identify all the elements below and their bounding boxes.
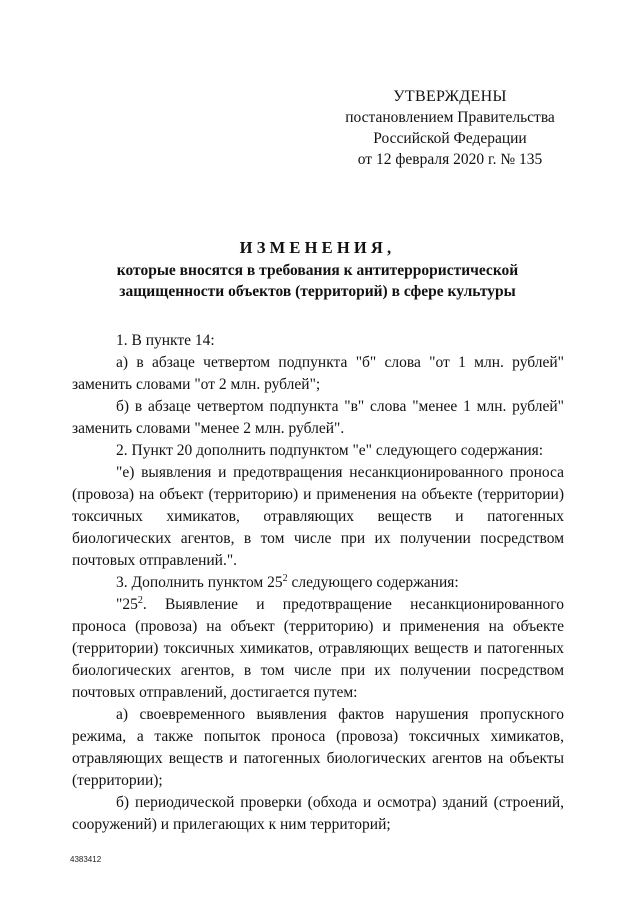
paragraph-item-2e: "е) выявления и предотвращения несанкционированного проноса (провоза) на объект (территорию) и применения на объекте (территории) токсичных химикатов, отравляющих веществ и патогенных биологических агентов, в том числе при их получении посредством почтовых отправлений.". [72, 464, 564, 569]
superscript: 2 [282, 572, 288, 584]
approval-stamp [330, 86, 570, 170]
paragraph-item-25-2 [72, 594, 564, 704]
document-code: 4383412 [70, 855, 102, 864]
document-title [60, 236, 575, 302]
approval-line-decree: постановлением Правительства [345, 109, 555, 126]
approval-line-date-number: от 12 февраля 2020 г. № 135 [357, 151, 543, 168]
paragraph-item-3-text-end: следующего содержания: [287, 574, 459, 591]
title-subtitle-line-2: защищенности объектов (территорий) в сфере культуры [119, 283, 516, 300]
approval-line-federation: Российской Федерации [373, 130, 527, 147]
approval-heading: УТВЕРЖДЕНЫ [393, 88, 507, 105]
paragraph-item-1b: б) в абзаце четвертом подпункта "в" слова "менее 1 млн. рублей" заменить словами "менее 2 млн. рублей". [72, 398, 564, 437]
paragraph-item-3 [72, 572, 564, 594]
title-main: ИЗМЕНЕНИЯ, [239, 238, 396, 257]
paragraph-item-25-a: а) своевременного выявления фактов нарушения пропускного режима, а также попыток проноса (провоза) токсичных химикатов, отравляющих веществ и патогенных биологических агентов на объекты (территории); [72, 706, 564, 789]
paragraph-25-number: "25 [116, 596, 138, 613]
paragraph-25-text: . Выявление и предотвращение несанкционированного проноса (провоза) на объект (территорию) и применения на объекте (территории) токсичных химикатов, отравляющих веществ и патогенных биологических агентов, в том числе при их получении посредством почтовых отправлений, достигается путем: [72, 596, 564, 701]
paragraph-item-3-text: 3. Дополнить пунктом 25 [116, 574, 283, 591]
paragraph-item-1: 1. В пункте 14: [116, 332, 215, 349]
paragraph-item-2: 2. Пункт 20 дополнить подпунктом "е" следующего содержания: [116, 442, 544, 459]
document-body [72, 330, 564, 836]
superscript: 2 [137, 594, 143, 606]
title-subtitle-line-1: которые вносятся в требования к антитеррористической [116, 262, 519, 279]
paragraph-item-25-b: б) периодической проверки (обхода и осмотра) зданий (строений, сооружений) и прилегающих к ним территорий; [72, 794, 564, 833]
paragraph-item-1a: а) в абзаце четвертом подпункта "б" слова "от 1 млн. рублей" заменить словами "от 2 млн. рублей"; [72, 354, 564, 393]
